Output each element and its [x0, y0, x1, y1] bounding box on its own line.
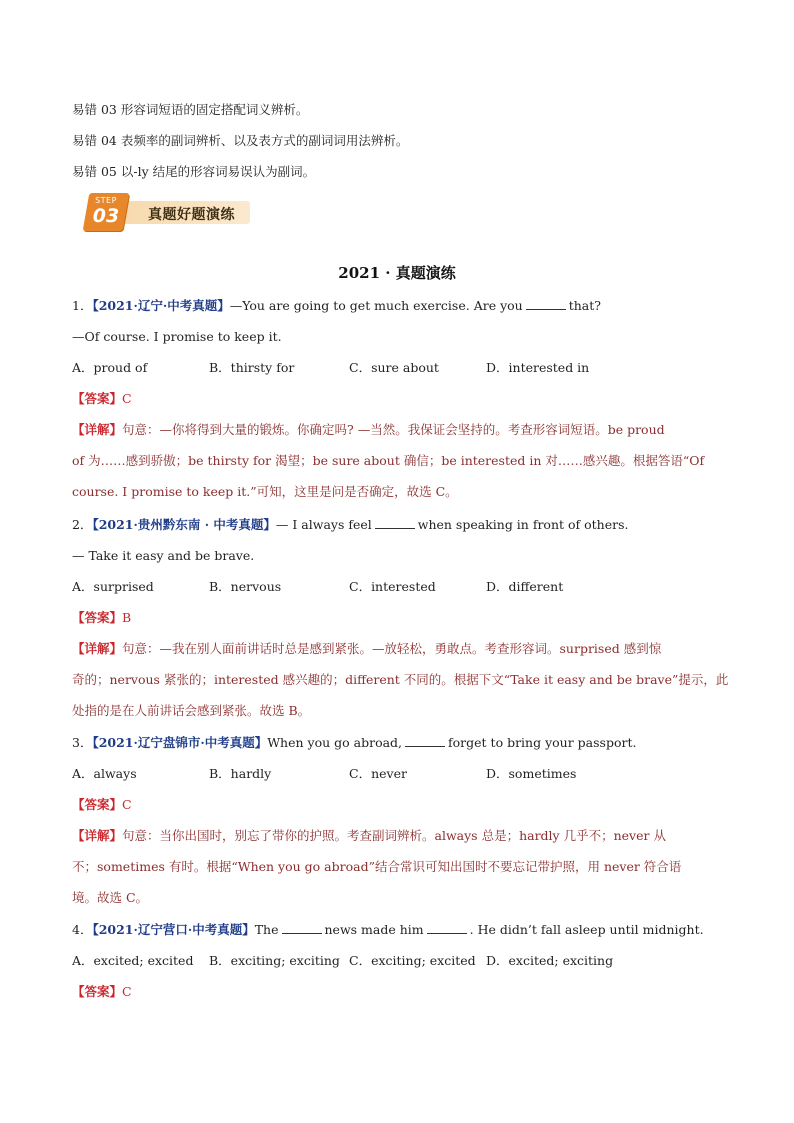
question-reply: —Of course. I promise to keep it.	[72, 329, 282, 344]
stem-text: — I always feel	[275, 517, 372, 532]
answer-row	[72, 389, 724, 409]
detail-line-2: 不；sometimes 有时。根据“When you go abroad”结合常识可知出国时不要忘记带护照，用 never 符合语	[72, 859, 682, 874]
detail-label: 【详解】	[72, 422, 123, 437]
answer-value: C	[122, 797, 132, 812]
question-source-tag: 【2021·辽宁·中考真题】	[92, 298, 230, 313]
detail-line-2: of 为……感到骄傲；be thirsty for 渴望；be sure about 确信；be interested in 对……感兴趣。根据答语“Of	[72, 453, 705, 468]
option-b: B．nervous	[209, 579, 282, 594]
question-stem	[72, 733, 724, 753]
stem-text: —You are going to get much exercise. Are you	[229, 298, 523, 313]
detail-line-3: 处指的是在人前讲话会感到紧张。故选 B。	[72, 703, 311, 718]
detail-line-3: course. I promise to keep it.”可知，这里是问是否确定，故选 C。	[72, 484, 458, 499]
answer-label: 【答案】	[72, 391, 123, 406]
answer-label: 【答案】	[72, 610, 123, 625]
answer-blank	[526, 297, 566, 310]
stem-text-end: . He didn’t fall asleep until midnight.	[469, 922, 704, 937]
question-number: 3．	[72, 735, 93, 750]
answer-label: 【答案】	[72, 984, 123, 999]
answer-value: B	[122, 610, 132, 625]
option-a: A．always	[72, 766, 137, 781]
answer-row	[72, 608, 724, 628]
answer-value: C	[122, 391, 132, 406]
intro-line-1: 易错 03 形容词短语的固定搭配词义辨析。	[72, 102, 309, 117]
step-title: 真题好题演练	[148, 207, 235, 223]
answer-row	[72, 982, 724, 1002]
answer-value: C	[122, 984, 132, 999]
stem-text-end: when speaking in front of others.	[417, 517, 629, 532]
stem-text: When you go abroad,	[267, 735, 403, 750]
intro-line-3: 易错 05 以-ly 结尾的形容词易误认为副词。	[72, 164, 316, 179]
detail-line-3: 境。故选 C。	[72, 890, 149, 905]
question-source-tag: 【2021·贵州黔东南 · 中考真题】	[92, 517, 276, 532]
question-source-tag: 【2021·辽宁盘锦市·中考真题】	[92, 735, 268, 750]
detail-line-1	[72, 826, 724, 846]
option-d: D．interested in	[486, 360, 590, 375]
option-b: B．hardly	[209, 766, 272, 781]
answer-blank-1	[282, 921, 322, 934]
answer-blank	[405, 734, 445, 747]
question-number: 1．	[72, 298, 93, 313]
detail-text: 句意：当你出国时，别忘了带你的护照。考查副词辨析。always 总是；hardly 几乎不；never 从	[122, 828, 666, 843]
option-d: D．sometimes	[486, 766, 577, 781]
question-number: 2．	[72, 517, 93, 532]
answer-blank-2	[427, 921, 467, 934]
detail-line-2: 奇的；nervous 紧张的；interested 感兴趣的；different 不同的。根据下文“Take it easy and be brave”提示，此	[72, 672, 729, 687]
stem-text-end: forget to bring your passport.	[448, 735, 637, 750]
detail-line-1	[72, 420, 724, 440]
question-stem	[72, 920, 724, 940]
step-label: STEP	[95, 196, 117, 205]
answer-blank	[375, 516, 415, 529]
step-badge	[83, 193, 130, 231]
question-reply: — Take it easy and be brave.	[72, 548, 255, 563]
detail-label: 【详解】	[72, 641, 123, 656]
stem-text-end: that?	[568, 298, 601, 313]
question-number: 4．	[72, 922, 93, 937]
option-b: B．exciting; exciting	[209, 953, 340, 968]
option-d: D．different	[486, 579, 564, 594]
detail-text: 句意：—你将得到大量的锻炼。你确定吗? —当然。我保证会坚持的。考查形容词短语。be proud	[122, 422, 665, 437]
option-c: C．sure about	[349, 360, 439, 375]
step-number: 03	[92, 205, 120, 227]
question-stem	[72, 296, 724, 316]
detail-label: 【详解】	[72, 828, 123, 843]
answer-label: 【答案】	[72, 797, 123, 812]
intro-line-2: 易错 04 表频率的副词辨析、以及表方式的副词词用法辨析。	[72, 133, 409, 148]
option-c: C．interested	[349, 579, 436, 594]
question-stem	[72, 515, 724, 535]
option-a: A．proud of	[72, 360, 148, 375]
step-banner	[86, 193, 250, 233]
answer-row	[72, 795, 724, 815]
section-title: 2021 · 真题演练	[338, 264, 456, 282]
option-a: A．excited; excited	[72, 953, 194, 968]
stem-text-mid: news made him	[324, 922, 424, 937]
option-b: B．thirsty for	[209, 360, 295, 375]
option-c: C．never	[349, 766, 407, 781]
detail-line-1	[72, 639, 724, 659]
stem-text: The	[254, 922, 279, 937]
detail-text: 句意：—我在别人面前讲话时总是感到紧张。—放轻松，勇敢点。考查形容词。surprised 感到惊	[122, 641, 662, 656]
option-a: A．surprised	[72, 579, 154, 594]
option-c: C．exciting; excited	[349, 953, 476, 968]
option-d: D．excited; exciting	[486, 953, 614, 968]
question-source-tag: 【2021·辽宁营口·中考真题】	[92, 922, 255, 937]
